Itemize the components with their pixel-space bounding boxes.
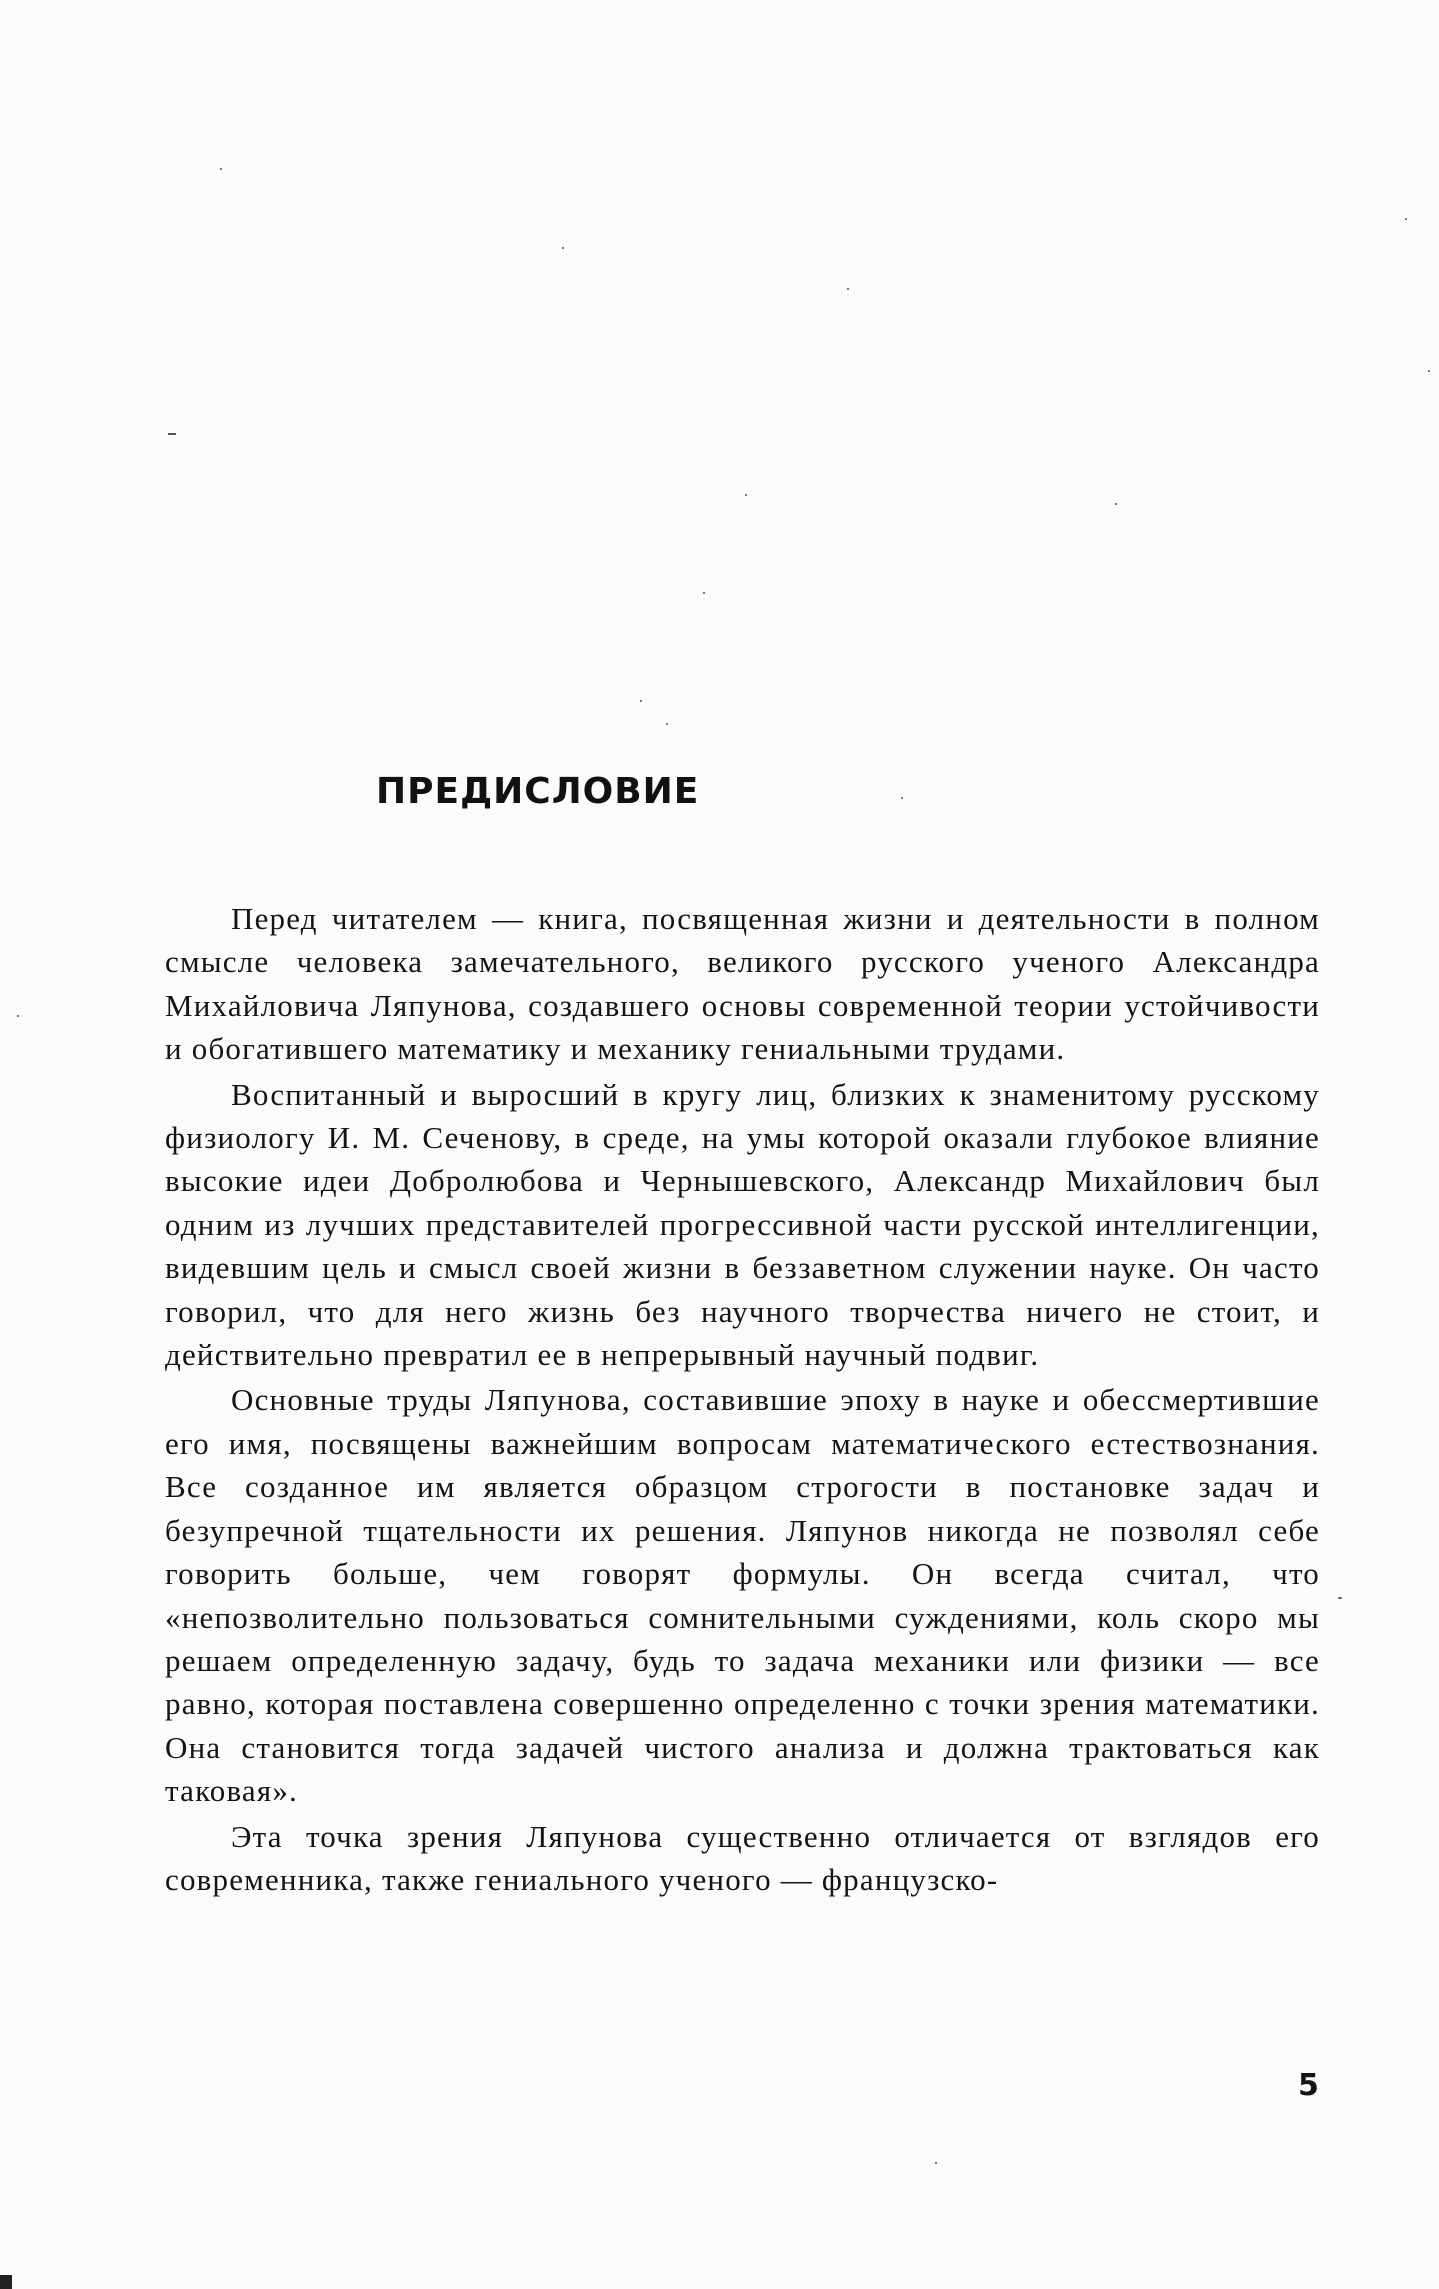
scan-speck	[703, 592, 705, 594]
scan-speck	[168, 433, 176, 435]
scan-speck	[666, 723, 668, 725]
scan-speck	[847, 288, 849, 290]
scan-speck	[745, 494, 747, 496]
scan-speck	[1428, 370, 1430, 372]
scan-edge-mark	[0, 2275, 12, 2289]
scan-speck	[220, 168, 222, 170]
scan-speck	[1338, 1597, 1342, 1599]
scan-speck	[1405, 218, 1407, 220]
body-text	[165, 897, 1320, 1901]
paragraph-1: Перед читателем — книга, посвященная жизни и деятельности в полном смысле человека замечательного, великого русского ученого Александра Михайловича Ляпунова, создавшего основы современной теории устойчивости и обогатившего математику и механику гениальными трудами.	[165, 901, 1320, 1067]
page-title: ПРЕДИСЛОВИЕ	[376, 771, 700, 812]
paragraph-3: Основные труды Ляпунова, составившие эпоху в науке и обессмертившие его имя, посвящены важнейшим вопросам математического естествознания. Все созданное им является образцом строгости в постановке задач и безупречной тщательности их решения. Ляпунов никогда не позволял себе говорить больше, чем говорят формулы. Он всегда считал, что «непозволительно пользоваться сомнительными суждениями, коль скоро мы решаем определенную задачу, будь то задача механики или физики — все равно, которая поставлена совершенно определенно с точки зрения математики. Она становится тогда задачей чистого анализа и должна трактоваться как таковая».	[165, 1382, 1320, 1809]
scan-speck	[562, 247, 564, 249]
scan-speck	[640, 700, 642, 702]
scan-speck	[17, 1015, 19, 1017]
paragraph-2: Воспитанный и выросший в кругу лиц, близких к знаменитому русскому физиологу И. М. Сеченову, в среде, на умы которой оказали глубокое влияние высокие идеи Добролюбова и Чернышевского, Александр Михайлович был одним из лучших представителей прогрессивной части русской интеллигенции, видевшим цель и смысл своей жизни в беззаветном служении науке. Он часто говорил, что для него жизнь без научного творчества ничего не стоит, и действительно превратил ее в непрерывный научный подвиг.	[165, 1076, 1320, 1373]
paragraph-4: Эта точка зрения Ляпунова существенно отличается от взглядов его современника, также гениального ученого — французско-	[165, 1818, 1320, 1897]
scan-speck	[935, 2162, 937, 2164]
page-number: 5	[1298, 2068, 1319, 2103]
scan-speck	[1115, 503, 1117, 505]
scan-speck	[901, 797, 903, 799]
